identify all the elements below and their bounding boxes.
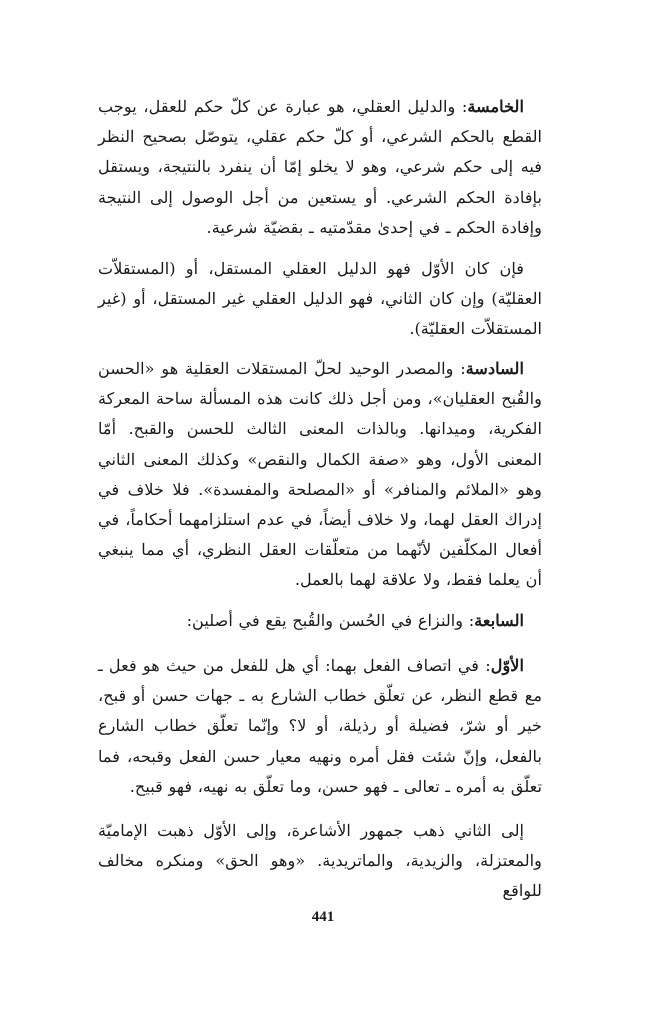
paragraph <box>98 606 542 636</box>
paragraph-lead: الأوّل <box>490 656 524 675</box>
paragraph-seventh <box>98 606 542 636</box>
paragraph-first-second-case <box>98 254 542 345</box>
paragraph-text: : والدليل العقلي، هو عبارة عن كلّ حكم للعقل، يوجب القطع بالحكم الشرعي، أو كلّ حكم عقلي، يتوصّل بصحيح النظر فيه إلى حكم شرعي، وهو لا يخلو إمّا أن ينفرد بالنتيجة، ويستقل بإفادة الحكم الشرعي. أو يستعين من أجل الوصول إلى النتيجة وإفادة الحكم ـ في إحدىٰ مقدّمتيه ـ بقضيّة شرعية. <box>98 97 542 237</box>
paragraph <box>98 254 542 345</box>
paragraph-first-principle <box>98 651 542 802</box>
paragraph <box>98 651 542 802</box>
paragraph-schools <box>98 816 542 907</box>
paragraph-fifth <box>98 92 542 243</box>
page-number: 441 <box>311 909 335 925</box>
paragraph-text: : والمصدر الوحيد لحلّ المستقلات العقلية هو «الحسن والقُبح العقليان»، ومن أجل ذلك كانت هذه المسألة ساحة المعركة الفكرية، وميدانها. وبالذات المعنى الثالث للحسن والقبح. أمّا المعنى الأول، وهو «صفة الكمال والنقص» وكذلك المعنى الثاني وهو «الملائم والمنافر» أو «المصلحة والمفسدة». فلا خلاف في إدراك العقل لهما، ولا خلاف أيضاً، في عدم استلزامهما أحكاماً، في أفعال المكلّفين لأنّهما من متعلّقات العقل النظري، أي مما ينبغي أن يعلما فقط، ولا علاقة لهما بالعمل. <box>98 359 542 590</box>
paragraph-lead: السادسة <box>465 359 524 378</box>
paragraph <box>98 354 542 596</box>
paragraph-text: : والنزاع في الحُسن والقُبح يقع في أصلين: <box>186 611 475 630</box>
paragraph <box>98 92 542 243</box>
paragraph-lead: السابعة <box>474 611 524 630</box>
paragraph-sixth <box>98 354 542 596</box>
paragraph-text: إلى الثاني ذهب جمهور الأشاعرة، وإلى الأوّل ذهبت الإماميّة والمعتزلة، والزيدية، والماتريدية. «وهو الحق» ومنكره مخالف للواقع <box>98 821 542 901</box>
paragraph-lead: الخامسة <box>467 97 524 116</box>
paragraph-text: : في اتصاف الفعل بهما: أي هل للفعل من حيث هو فعل ـ مع قطع النظر، عن تعلّق خطاب الشارع به ـ جهات حسن أو قبح، خير أو شرّ، فضيلة أو رذيلة، أو لا؟ وإنّما تعلّق خطاب الشارع بالفعل، وإنّ شئت فقل أمره ونهيه معيار حسن الفعل وقبحه، فما تعلّق به أمره ـ تعالى ـ فهو حسن، وما تعلّق به نهيه، فهو قبيح. <box>98 656 542 796</box>
paragraph-text: فإن كان الأوّل فهو الدليل العقلي المستقل، أو (المستقلاّت العقليّة) وإن كان الثاني، فهو الدليل العقلي غير المستقل، أو (غير المستقلاّت العقليّة). <box>98 259 542 339</box>
paragraph <box>98 816 542 907</box>
